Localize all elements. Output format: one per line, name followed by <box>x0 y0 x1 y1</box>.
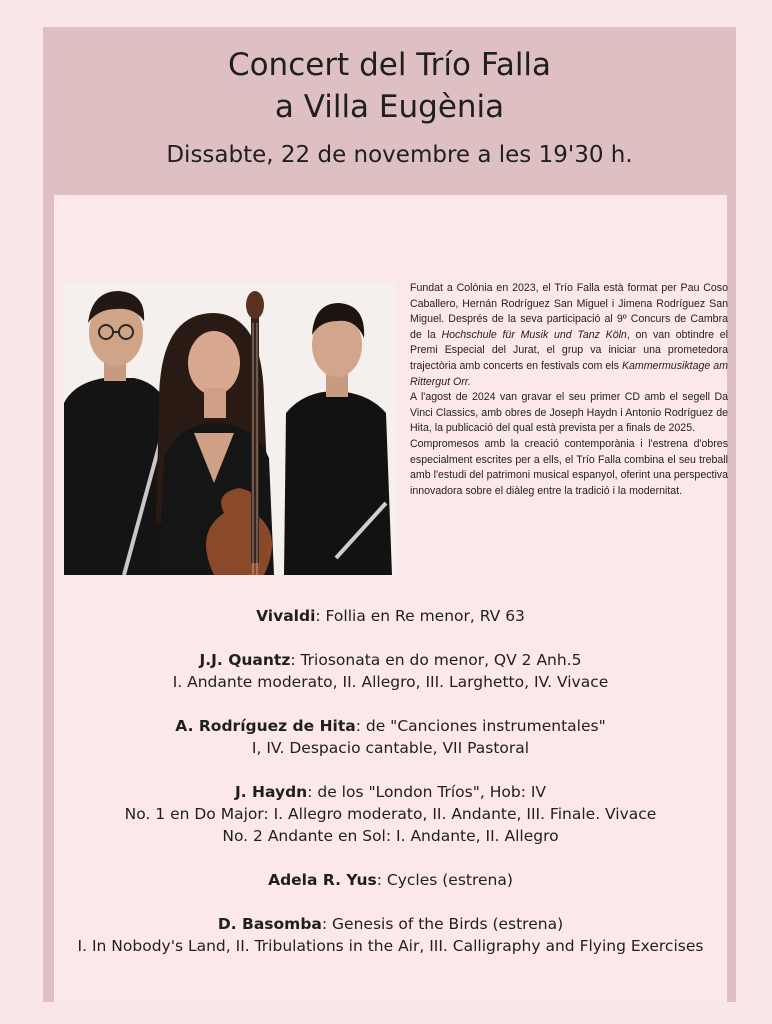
bio-paragraph-2: A l'agost de 2024 van gravar el seu primer CD amb el segell Da Vinci Classics, amb obres de Joseph Haydn i Antonio Rodríguez de Hita, la publicació del qual està prevista per a finals de 2025. <box>410 391 728 435</box>
title-line-1: Concert del Trío Falla <box>227 47 552 83</box>
program-item <box>54 715 727 759</box>
bio-paragraph-3: Compromesos amb la creació contemporània i l'estrena d'obres especialment escrites per a ells, el Trío Falla combina el seu treball amb l'estudi del patrimoni musical espanyol, oferint una perspectiva innovadora sobre el diàleg entre la tradició i la modernitat. <box>410 437 728 497</box>
festival-name: Kammermusiktage am Rittergut Orr. <box>410 359 729 388</box>
bio-paragraph-1-text-b: , on van obtindre el Premi Especial del Jurat, el grup va iniciar una prometedora trajectòria amb concerts en festivals com els <box>410 328 728 372</box>
piece-title: : de los "London Tríos", Hob: IV <box>307 783 547 801</box>
concert-poster <box>43 27 736 1002</box>
movement-list: I. Andante moderato, II. Allegro, III. Larghetto, IV. Vivace <box>172 673 609 691</box>
composer-name: Vivaldi <box>256 607 316 625</box>
concert-date: Dissabte, 22 de novembre a les 19'30 h. <box>166 142 633 168</box>
composer-name: J.J. Quantz <box>199 651 291 669</box>
piece-title: : Triosonata en do menor, QV 2 Anh.5 <box>290 651 582 669</box>
piece-title: : Cycles (estrena) <box>376 871 513 889</box>
program-item <box>54 913 727 957</box>
piece-title: : Genesis of the Birds (estrena) <box>321 915 564 933</box>
piece-title: : de "Canciones instrumentales" <box>355 717 606 735</box>
trio-photo <box>64 283 397 575</box>
movement-list: I. In Nobody's Land, II. Tribulations in the Air, III. Calligraphy and Flying Exercises <box>77 937 704 955</box>
program-item <box>54 649 727 693</box>
program-item <box>54 869 727 891</box>
program-item <box>54 781 727 847</box>
piece-title: : Follia en Re menor, RV 63 <box>315 607 525 625</box>
composer-name: D. Basomba <box>217 915 322 933</box>
trio-biography <box>410 281 728 499</box>
bio-paragraph-1-text-a: Fundat a Colònia en 2023, el Trío Falla està format per Pau Coso Caballero, Hernán Rodríguez San Miguel i Jimena Rodríguez San Miguel. Després de la seva participació al 9º Concurs de Cambra de la <box>410 282 728 341</box>
composer-name: J. Haydn <box>234 783 308 801</box>
competition-name: Hochschule für Musik und Tanz Köln <box>441 328 627 341</box>
content-panel <box>54 195 727 1002</box>
movement-list: I, IV. Despacio cantable, VII Pastoral <box>251 739 530 757</box>
concert-program <box>54 605 727 979</box>
movement-list: No. 2 Andante en Sol: I. Andante, II. Allegro <box>222 827 559 845</box>
title-line-2: a Villa Eugènia <box>274 89 505 125</box>
movement-list: No. 1 en Do Major: I. Allegro moderato, II. Andante, III. Finale. Vivace <box>124 805 657 823</box>
composer-name: A. Rodríguez de Hita <box>175 717 356 735</box>
bio-paragraph-1 <box>410 281 728 390</box>
poster-header <box>43 27 736 195</box>
program-item <box>54 605 727 627</box>
composer-name: Adela R. Yus <box>268 871 377 889</box>
